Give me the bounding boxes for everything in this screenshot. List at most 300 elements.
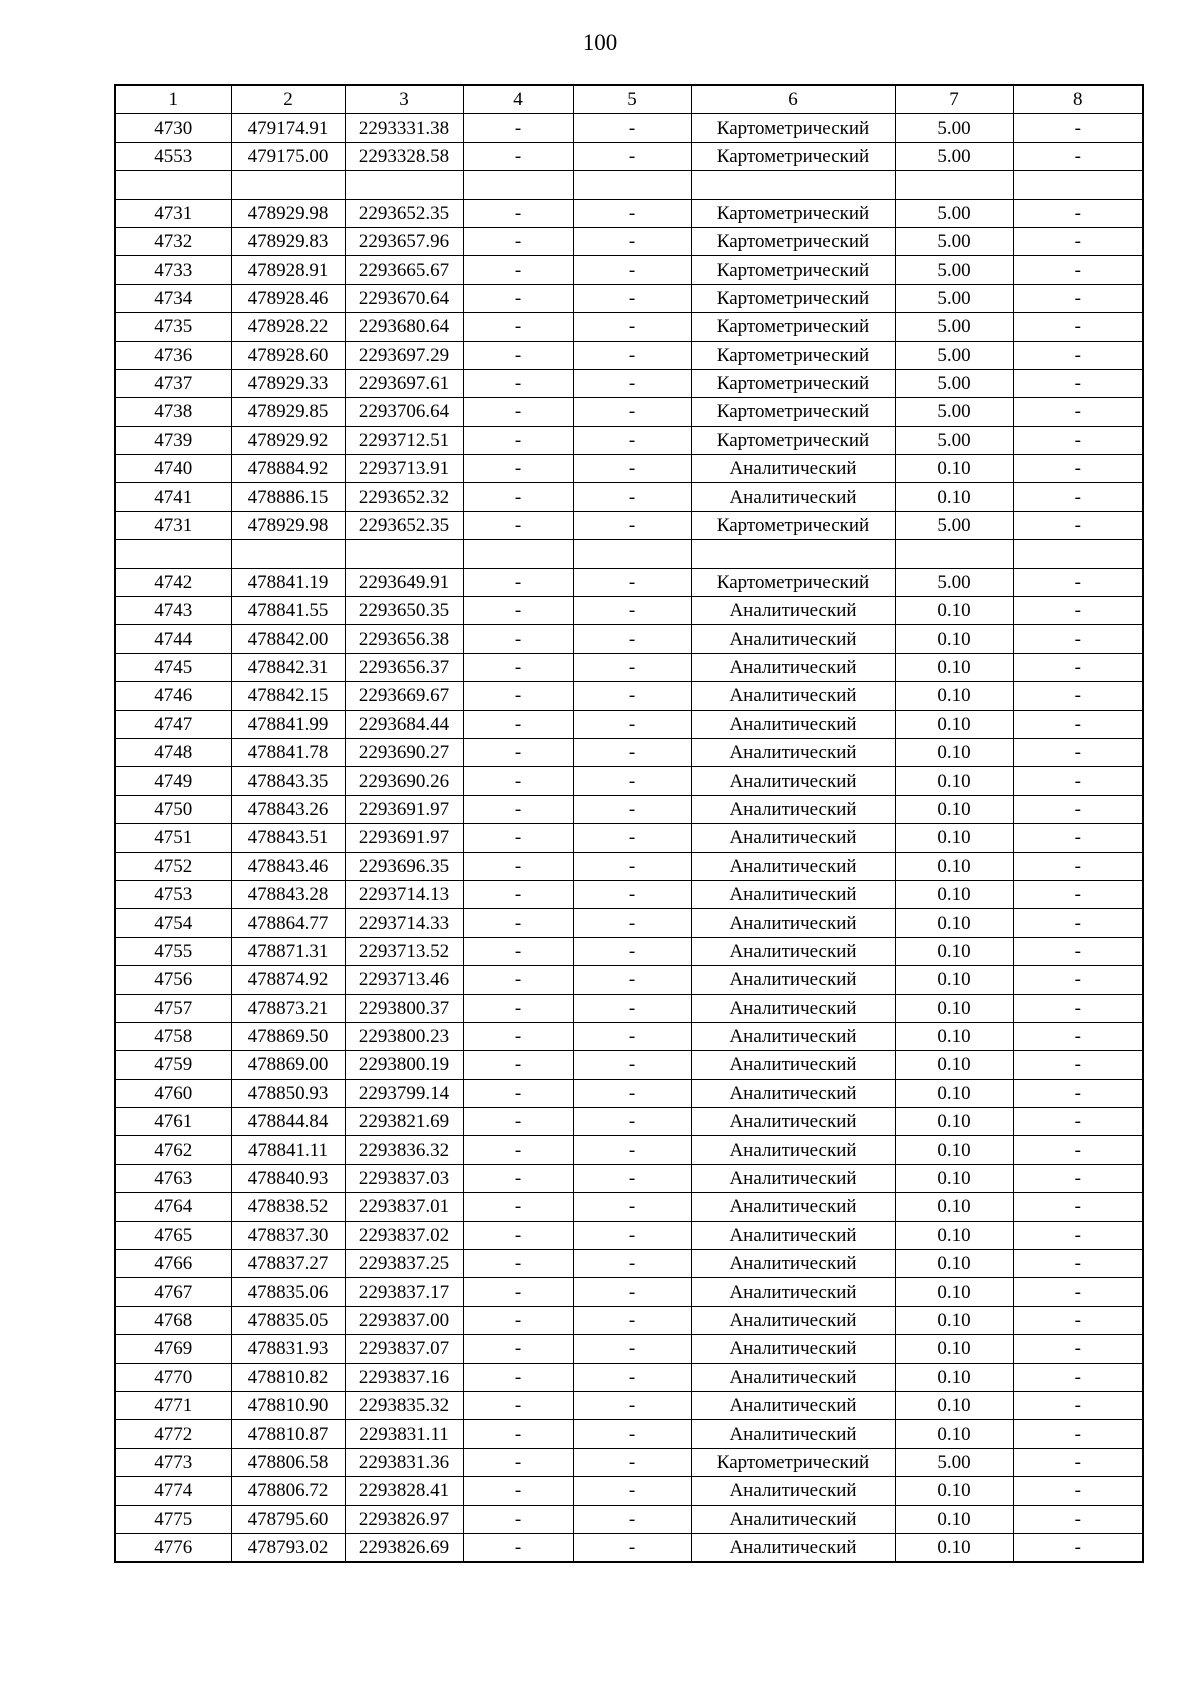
table-row	[115, 852, 1143, 880]
table-cell: 2293706.64	[345, 398, 463, 426]
table-row	[115, 738, 1143, 766]
table-cell	[345, 171, 463, 199]
table-cell: -	[463, 369, 573, 397]
table-row	[115, 1448, 1143, 1476]
table-cell: 5.00	[895, 426, 1013, 454]
table-cell: 2293831.36	[345, 1448, 463, 1476]
table-cell: -	[463, 1079, 573, 1107]
table-cell: Аналитический	[691, 597, 895, 625]
table-cell: 4753	[115, 880, 231, 908]
table-row	[115, 1391, 1143, 1419]
table-row	[115, 880, 1143, 908]
table-cell: 478840.93	[231, 1164, 345, 1192]
table-cell: -	[463, 795, 573, 823]
table-cell: -	[1013, 1448, 1143, 1476]
table-cell: 478837.27	[231, 1250, 345, 1278]
table-cell	[573, 540, 691, 568]
table-cell: 478864.77	[231, 909, 345, 937]
table-cell: Аналитический	[691, 1391, 895, 1419]
table-cell: 2293697.29	[345, 341, 463, 369]
table-cell: -	[463, 1306, 573, 1334]
table-row	[115, 114, 1143, 142]
table-cell: 4762	[115, 1136, 231, 1164]
table-cell: -	[573, 426, 691, 454]
table-cell: -	[1013, 1391, 1143, 1419]
table-cell: Аналитический	[691, 937, 895, 965]
table-cell: 2293837.00	[345, 1306, 463, 1334]
table-cell: 4730	[115, 114, 231, 142]
table-cell: 2293714.13	[345, 880, 463, 908]
table-cell: 0.10	[895, 738, 1013, 766]
table-cell: -	[1013, 398, 1143, 426]
column-header: 1	[115, 85, 231, 114]
table-cell: -	[1013, 994, 1143, 1022]
table-cell: Аналитический	[691, 682, 895, 710]
table-cell	[115, 540, 231, 568]
table-cell: 4766	[115, 1250, 231, 1278]
table-cell: -	[1013, 625, 1143, 653]
table-row	[115, 1108, 1143, 1136]
table-cell: 478793.02	[231, 1533, 345, 1562]
table-cell: 2293713.91	[345, 455, 463, 483]
table-cell: 2293331.38	[345, 114, 463, 142]
table-cell: 2293837.25	[345, 1250, 463, 1278]
table-cell: -	[463, 1278, 573, 1306]
table-cell: 2293800.37	[345, 994, 463, 1022]
table-cell: 478873.21	[231, 994, 345, 1022]
table-cell: Картометрический	[691, 511, 895, 539]
table-cell: -	[573, 824, 691, 852]
table-cell: -	[463, 880, 573, 908]
table-cell: -	[463, 625, 573, 653]
table-cell: -	[573, 142, 691, 170]
table-cell: 0.10	[895, 909, 1013, 937]
table-row	[115, 369, 1143, 397]
table-row	[115, 1193, 1143, 1221]
table-row	[115, 1136, 1143, 1164]
table-cell: -	[573, 1505, 691, 1533]
table-cell: -	[463, 909, 573, 937]
table-cell: Аналитический	[691, 1079, 895, 1107]
table-cell: -	[1013, 426, 1143, 454]
table-cell: 4776	[115, 1533, 231, 1562]
table-cell: -	[1013, 142, 1143, 170]
table-cell: Картометрический	[691, 369, 895, 397]
table-cell: 2293656.37	[345, 653, 463, 681]
table-row	[115, 284, 1143, 312]
table-cell: -	[573, 1022, 691, 1050]
table-cell: 5.00	[895, 369, 1013, 397]
table-cell: 4745	[115, 653, 231, 681]
table-cell: Аналитический	[691, 824, 895, 852]
table-cell: -	[1013, 341, 1143, 369]
table-cell: 4773	[115, 1448, 231, 1476]
table-cell: -	[1013, 1477, 1143, 1505]
table-cell: -	[1013, 1108, 1143, 1136]
table-row	[115, 966, 1143, 994]
table-cell: -	[1013, 1420, 1143, 1448]
table-cell: -	[1013, 937, 1143, 965]
table-cell: -	[1013, 568, 1143, 596]
table-cell: 478928.22	[231, 313, 345, 341]
table-cell: 478843.26	[231, 795, 345, 823]
table-cell: 478810.87	[231, 1420, 345, 1448]
table-cell: Аналитический	[691, 1051, 895, 1079]
table-row	[115, 1221, 1143, 1249]
table-cell: 0.10	[895, 966, 1013, 994]
table-cell: 478841.19	[231, 568, 345, 596]
table-cell: Аналитический	[691, 1477, 895, 1505]
table-cell: 0.10	[895, 1164, 1013, 1192]
table-cell: 478871.31	[231, 937, 345, 965]
table-cell: Картометрический	[691, 284, 895, 312]
table-row	[115, 483, 1143, 511]
table-cell: 4731	[115, 511, 231, 539]
table-cell: 4737	[115, 369, 231, 397]
table-cell: 2293799.14	[345, 1079, 463, 1107]
table-cell: Картометрический	[691, 313, 895, 341]
table-cell: -	[573, 767, 691, 795]
table-cell: 478928.60	[231, 341, 345, 369]
table-cell: 479175.00	[231, 142, 345, 170]
table-cell: 2293826.97	[345, 1505, 463, 1533]
table-cell: Аналитический	[691, 1278, 895, 1306]
table-cell: 2293712.51	[345, 426, 463, 454]
table-cell	[463, 540, 573, 568]
table-cell	[1013, 540, 1143, 568]
table-cell: -	[1013, 653, 1143, 681]
table-cell: 5.00	[895, 398, 1013, 426]
table-cell: -	[573, 341, 691, 369]
table-cell: 4756	[115, 966, 231, 994]
table-cell: 5.00	[895, 341, 1013, 369]
table-cell: 478841.55	[231, 597, 345, 625]
table-cell: 4754	[115, 909, 231, 937]
table-cell: 2293837.17	[345, 1278, 463, 1306]
table-cell: 0.10	[895, 1363, 1013, 1391]
table-cell: -	[463, 1505, 573, 1533]
table-cell: 4761	[115, 1108, 231, 1136]
table-cell: 2293835.32	[345, 1391, 463, 1419]
table-cell: 0.10	[895, 597, 1013, 625]
table-cell: 0.10	[895, 1136, 1013, 1164]
table-row	[115, 909, 1143, 937]
table-cell: 4770	[115, 1363, 231, 1391]
table-row	[115, 1278, 1143, 1306]
table-cell: 4740	[115, 455, 231, 483]
table-cell: 0.10	[895, 880, 1013, 908]
table-cell: Аналитический	[691, 455, 895, 483]
table-cell: -	[463, 426, 573, 454]
table-cell: -	[463, 1533, 573, 1562]
table-cell: 0.10	[895, 937, 1013, 965]
table-cell: -	[573, 483, 691, 511]
table-cell: -	[463, 1363, 573, 1391]
table-cell: -	[1013, 1051, 1143, 1079]
table-cell: 5.00	[895, 313, 1013, 341]
table-cell: -	[573, 199, 691, 227]
table-cell: 478929.98	[231, 199, 345, 227]
table-cell: -	[463, 313, 573, 341]
table-cell: -	[463, 1193, 573, 1221]
table-cell: -	[1013, 909, 1143, 937]
table-cell: -	[1013, 1278, 1143, 1306]
table-cell: -	[573, 1250, 691, 1278]
table-cell: -	[573, 1306, 691, 1334]
table-cell: Аналитический	[691, 653, 895, 681]
table-cell: 478869.00	[231, 1051, 345, 1079]
table-cell: -	[463, 284, 573, 312]
table-cell: Картометрический	[691, 398, 895, 426]
table-cell: Аналитический	[691, 1164, 895, 1192]
table-cell: 4733	[115, 256, 231, 284]
table-cell: 2293657.96	[345, 227, 463, 255]
table-cell: -	[1013, 880, 1143, 908]
table-row	[115, 1335, 1143, 1363]
table-cell: 2293691.97	[345, 824, 463, 852]
table-cell: -	[463, 1051, 573, 1079]
table-cell: Аналитический	[691, 738, 895, 766]
table-cell: 0.10	[895, 1391, 1013, 1419]
table-cell: 2293665.67	[345, 256, 463, 284]
table-cell: 5.00	[895, 142, 1013, 170]
table-cell: 2293821.69	[345, 1108, 463, 1136]
table-cell: 0.10	[895, 1420, 1013, 1448]
table-cell: 4749	[115, 767, 231, 795]
table-cell: 4751	[115, 824, 231, 852]
table-cell: -	[1013, 1022, 1143, 1050]
table-cell: 478835.06	[231, 1278, 345, 1306]
table-cell: 4767	[115, 1278, 231, 1306]
table-cell: 2293836.32	[345, 1136, 463, 1164]
table-cell: -	[1013, 682, 1143, 710]
table-cell: 0.10	[895, 1335, 1013, 1363]
table-cell: 5.00	[895, 114, 1013, 142]
table-cell: 0.10	[895, 1477, 1013, 1505]
table-cell: -	[573, 398, 691, 426]
table-cell: -	[463, 1136, 573, 1164]
table-cell: -	[573, 1108, 691, 1136]
table-row	[115, 568, 1143, 596]
table-cell: Аналитический	[691, 1363, 895, 1391]
table-cell: Картометрический	[691, 227, 895, 255]
table-cell: 5.00	[895, 284, 1013, 312]
table-cell: 5.00	[895, 199, 1013, 227]
table-cell: Картометрический	[691, 142, 895, 170]
table-row	[115, 824, 1143, 852]
table-cell: -	[463, 852, 573, 880]
table-cell: 5.00	[895, 568, 1013, 596]
table-cell: 2293837.16	[345, 1363, 463, 1391]
table-cell	[115, 171, 231, 199]
table-cell: 2293649.91	[345, 568, 463, 596]
table-cell: -	[463, 1221, 573, 1249]
table-cell: 4750	[115, 795, 231, 823]
table-row	[115, 1051, 1143, 1079]
table-cell: 4741	[115, 483, 231, 511]
table-cell: -	[573, 597, 691, 625]
table-row	[115, 597, 1143, 625]
table-cell: 2293669.67	[345, 682, 463, 710]
table-cell: -	[463, 1335, 573, 1363]
table-row	[115, 994, 1143, 1022]
table-cell: 478843.28	[231, 880, 345, 908]
table-cell: Аналитический	[691, 909, 895, 937]
table-cell: Аналитический	[691, 966, 895, 994]
table-cell: 0.10	[895, 1250, 1013, 1278]
page-number: 100	[582, 30, 618, 55]
table-cell: 2293697.61	[345, 369, 463, 397]
table-cell: -	[573, 682, 691, 710]
table-cell: 2293328.58	[345, 142, 463, 170]
table-cell: 4738	[115, 398, 231, 426]
table-cell: -	[463, 455, 573, 483]
table-cell: Аналитический	[691, 767, 895, 795]
table-cell: -	[463, 483, 573, 511]
table-cell: -	[1013, 1193, 1143, 1221]
table-cell: 2293656.38	[345, 625, 463, 653]
table-cell: -	[573, 1221, 691, 1249]
table-cell: 478929.85	[231, 398, 345, 426]
table-cell: 2293650.35	[345, 597, 463, 625]
table-cell: -	[573, 625, 691, 653]
table-cell: -	[573, 966, 691, 994]
table-cell: -	[463, 738, 573, 766]
table-cell: 2293684.44	[345, 710, 463, 738]
table-cell: 4739	[115, 426, 231, 454]
table-cell: 478850.93	[231, 1079, 345, 1107]
table-cell: -	[573, 1136, 691, 1164]
table-cell: 2293837.02	[345, 1221, 463, 1249]
table-cell: 0.10	[895, 852, 1013, 880]
table-cell: Аналитический	[691, 710, 895, 738]
table-row	[115, 171, 1143, 199]
table-cell: 478841.99	[231, 710, 345, 738]
table-cell: -	[463, 1022, 573, 1050]
table-cell: -	[573, 227, 691, 255]
table-cell: -	[463, 966, 573, 994]
table-cell: 479174.91	[231, 114, 345, 142]
table-cell: 5.00	[895, 256, 1013, 284]
table-cell: Аналитический	[691, 1136, 895, 1164]
table-cell: -	[1013, 1533, 1143, 1562]
table-cell: 478884.92	[231, 455, 345, 483]
table-cell: -	[573, 511, 691, 539]
table-cell	[691, 540, 895, 568]
table-row	[115, 227, 1143, 255]
table-cell: -	[463, 653, 573, 681]
table-row	[115, 511, 1143, 539]
table-cell: 478810.82	[231, 1363, 345, 1391]
table-cell: 4744	[115, 625, 231, 653]
table-cell: 4755	[115, 937, 231, 965]
table-cell: -	[573, 313, 691, 341]
column-header: 5	[573, 85, 691, 114]
table-cell: -	[573, 880, 691, 908]
table-cell: 478841.11	[231, 1136, 345, 1164]
table-cell: 0.10	[895, 1533, 1013, 1562]
table-cell: 4742	[115, 568, 231, 596]
table-cell	[345, 540, 463, 568]
table-cell	[463, 171, 573, 199]
table-cell: 4763	[115, 1164, 231, 1192]
table-cell: 2293714.33	[345, 909, 463, 937]
table-cell	[231, 540, 345, 568]
table-cell: 478928.91	[231, 256, 345, 284]
table-cell: 2293690.26	[345, 767, 463, 795]
table-cell: -	[463, 227, 573, 255]
table-cell	[895, 540, 1013, 568]
table-cell: 2293800.19	[345, 1051, 463, 1079]
table-row	[115, 426, 1143, 454]
table-cell: -	[1013, 795, 1143, 823]
table-cell: -	[463, 1391, 573, 1419]
table-cell: 2293652.35	[345, 199, 463, 227]
table-cell: 478874.92	[231, 966, 345, 994]
column-header: 3	[345, 85, 463, 114]
table-cell: 478795.60	[231, 1505, 345, 1533]
table-cell: -	[463, 199, 573, 227]
table-cell: -	[463, 597, 573, 625]
table-cell: 0.10	[895, 1278, 1013, 1306]
table-cell: Аналитический	[691, 1108, 895, 1136]
table-row	[115, 1477, 1143, 1505]
table-cell: Аналитический	[691, 994, 895, 1022]
table-row	[115, 1420, 1143, 1448]
table-cell: -	[463, 398, 573, 426]
table-cell: 4772	[115, 1420, 231, 1448]
column-header: 6	[691, 85, 895, 114]
table-row	[115, 767, 1143, 795]
table-cell: -	[573, 568, 691, 596]
table-cell: 4735	[115, 313, 231, 341]
table-cell: -	[463, 341, 573, 369]
table-cell: -	[1013, 256, 1143, 284]
table-cell	[231, 171, 345, 199]
table-cell: Аналитический	[691, 1306, 895, 1334]
table-cell: Аналитический	[691, 1335, 895, 1363]
table-cell: 478806.72	[231, 1477, 345, 1505]
table-row	[115, 710, 1143, 738]
table-cell: 0.10	[895, 824, 1013, 852]
table-cell: -	[463, 824, 573, 852]
table-cell: 2293800.23	[345, 1022, 463, 1050]
table-cell: 478835.05	[231, 1306, 345, 1334]
table-cell: -	[573, 937, 691, 965]
table-cell: 478929.92	[231, 426, 345, 454]
table-cell: -	[1013, 369, 1143, 397]
table-cell: Картометрический	[691, 256, 895, 284]
table-cell: 478929.98	[231, 511, 345, 539]
table-cell: 4553	[115, 142, 231, 170]
table-cell: 4768	[115, 1306, 231, 1334]
table-cell: Аналитический	[691, 1505, 895, 1533]
table-cell: -	[573, 1079, 691, 1107]
table-cell: 4747	[115, 710, 231, 738]
table-cell: 2293828.41	[345, 1477, 463, 1505]
table-cell: Картометрический	[691, 341, 895, 369]
column-header: 4	[463, 85, 573, 114]
table-cell: -	[463, 114, 573, 142]
table-cell: -	[1013, 455, 1143, 483]
table-cell: 478810.90	[231, 1391, 345, 1419]
table-cell: -	[463, 710, 573, 738]
table-row	[115, 398, 1143, 426]
table-cell: 0.10	[895, 682, 1013, 710]
table-cell: 0.10	[895, 1108, 1013, 1136]
table-cell: -	[573, 653, 691, 681]
table-cell: 4748	[115, 738, 231, 766]
